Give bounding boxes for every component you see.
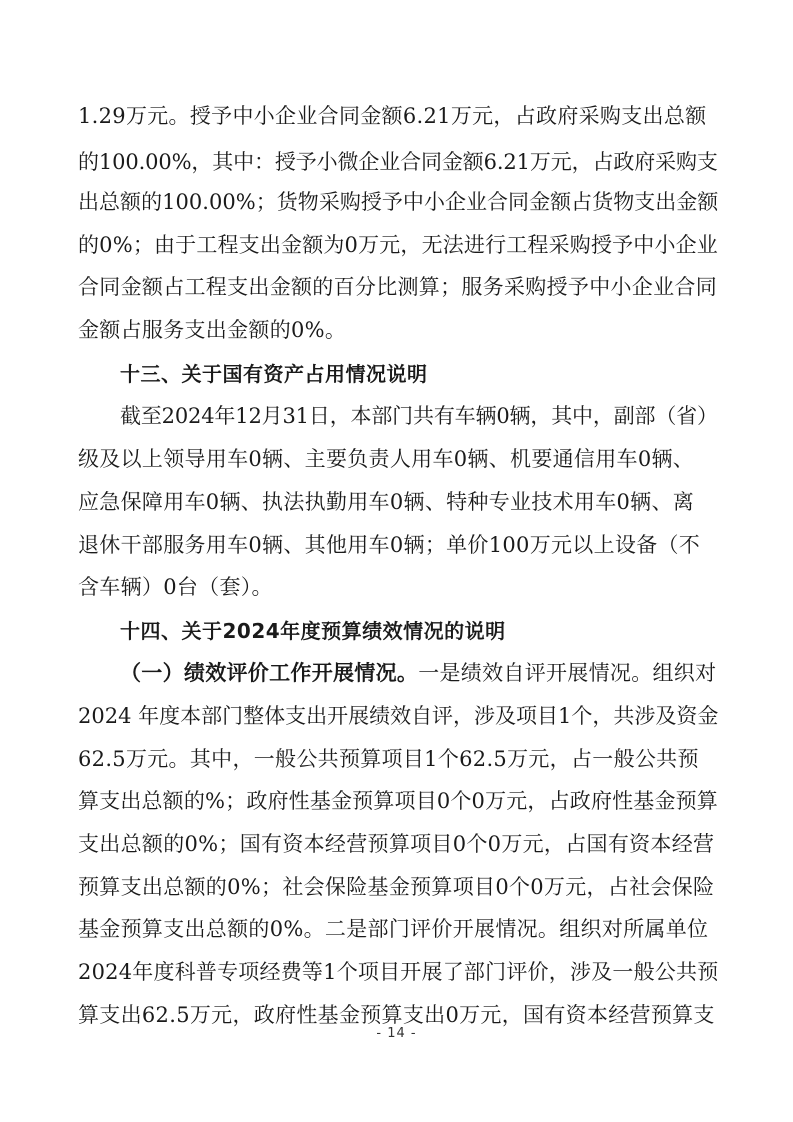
paragraph-line bbox=[120, 658, 716, 688]
page-number: - 14 - bbox=[376, 1026, 417, 1041]
subsection-heading: （一）绩效评价工作开展情况。 bbox=[120, 661, 419, 685]
paragraph-line: 出总额的100.00%；货物采购授予中小企业合同金额占货物支出金额 bbox=[78, 190, 719, 214]
paragraph-line: 的0%；由于工程支出金额为0万元，无法进行工程采购授予中小企业 bbox=[78, 233, 718, 257]
paragraph-line: 62.5万元。其中，一般公共预算项目1个62.5万元，占一般公共预 bbox=[78, 747, 699, 771]
section-heading-14: 十四、关于2024年度预算绩效情况的说明 bbox=[120, 619, 506, 643]
paragraph-line: 2024年度科普专项经费等1个项目开展了部门评价，涉及一般公共预 bbox=[78, 960, 719, 984]
paragraph-line: 支出总额的0%；国有资本经营预算项目0个0万元，占国有资本经营 bbox=[78, 832, 715, 856]
paragraph-line: 2024 年度本部门整体支出开展绩效自评，涉及项目1个，共涉及资金 bbox=[78, 704, 719, 728]
paragraph-line: 算支出62.5万元，政府性基金预算支出0万元，国有资本经营预算支 bbox=[78, 1003, 715, 1027]
paragraph-line: 金额占服务支出金额的0%。 bbox=[78, 318, 347, 342]
paragraph-line: 预算支出总额的0%；社会保险基金预算项目0个0万元，占社会保险 bbox=[78, 875, 715, 899]
paragraph-line: 应急保障用车0辆、执法执勤用车0辆、特种专业技术用车0辆、离 bbox=[78, 490, 695, 514]
paragraph-line: 算支出总额的%；政府性基金预算项目0个0万元，占政府性基金预算 bbox=[78, 789, 718, 813]
paragraph-line: 级及以上领导用车0辆、主要负责人用车0辆、机要通信用车0辆、 bbox=[78, 447, 695, 471]
paragraph-line: 的100.00%，其中：授予小微企业合同金额6.21万元，占政府采购支 bbox=[78, 150, 718, 174]
paragraph-text: 一是绩效自评开展情况。组织对 bbox=[418, 661, 717, 685]
paragraph-line: 合同金额占工程支出金额的百分比测算；服务采购授予中小企业合同 bbox=[78, 275, 717, 299]
section-heading-13: 十三、关于国有资产占用情况说明 bbox=[120, 362, 428, 386]
paragraph-line: 含车辆）0台（套）。 bbox=[78, 575, 273, 599]
paragraph-line: 退休干部服务用车0辆、其他用车0辆；单价100万元以上设备（不 bbox=[78, 533, 701, 557]
paragraph-line: 基金预算支出总额的0%。二是部门评价开展情况。组织对所属单位 bbox=[78, 917, 709, 941]
paragraph-line: 截至2024年12月31日，本部门共有车辆0辆，其中，副部（省） bbox=[120, 404, 718, 428]
paragraph-line: 1.29万元。授予中小企业合同金额6.21万元，占政府采购支出总额 bbox=[78, 104, 707, 128]
